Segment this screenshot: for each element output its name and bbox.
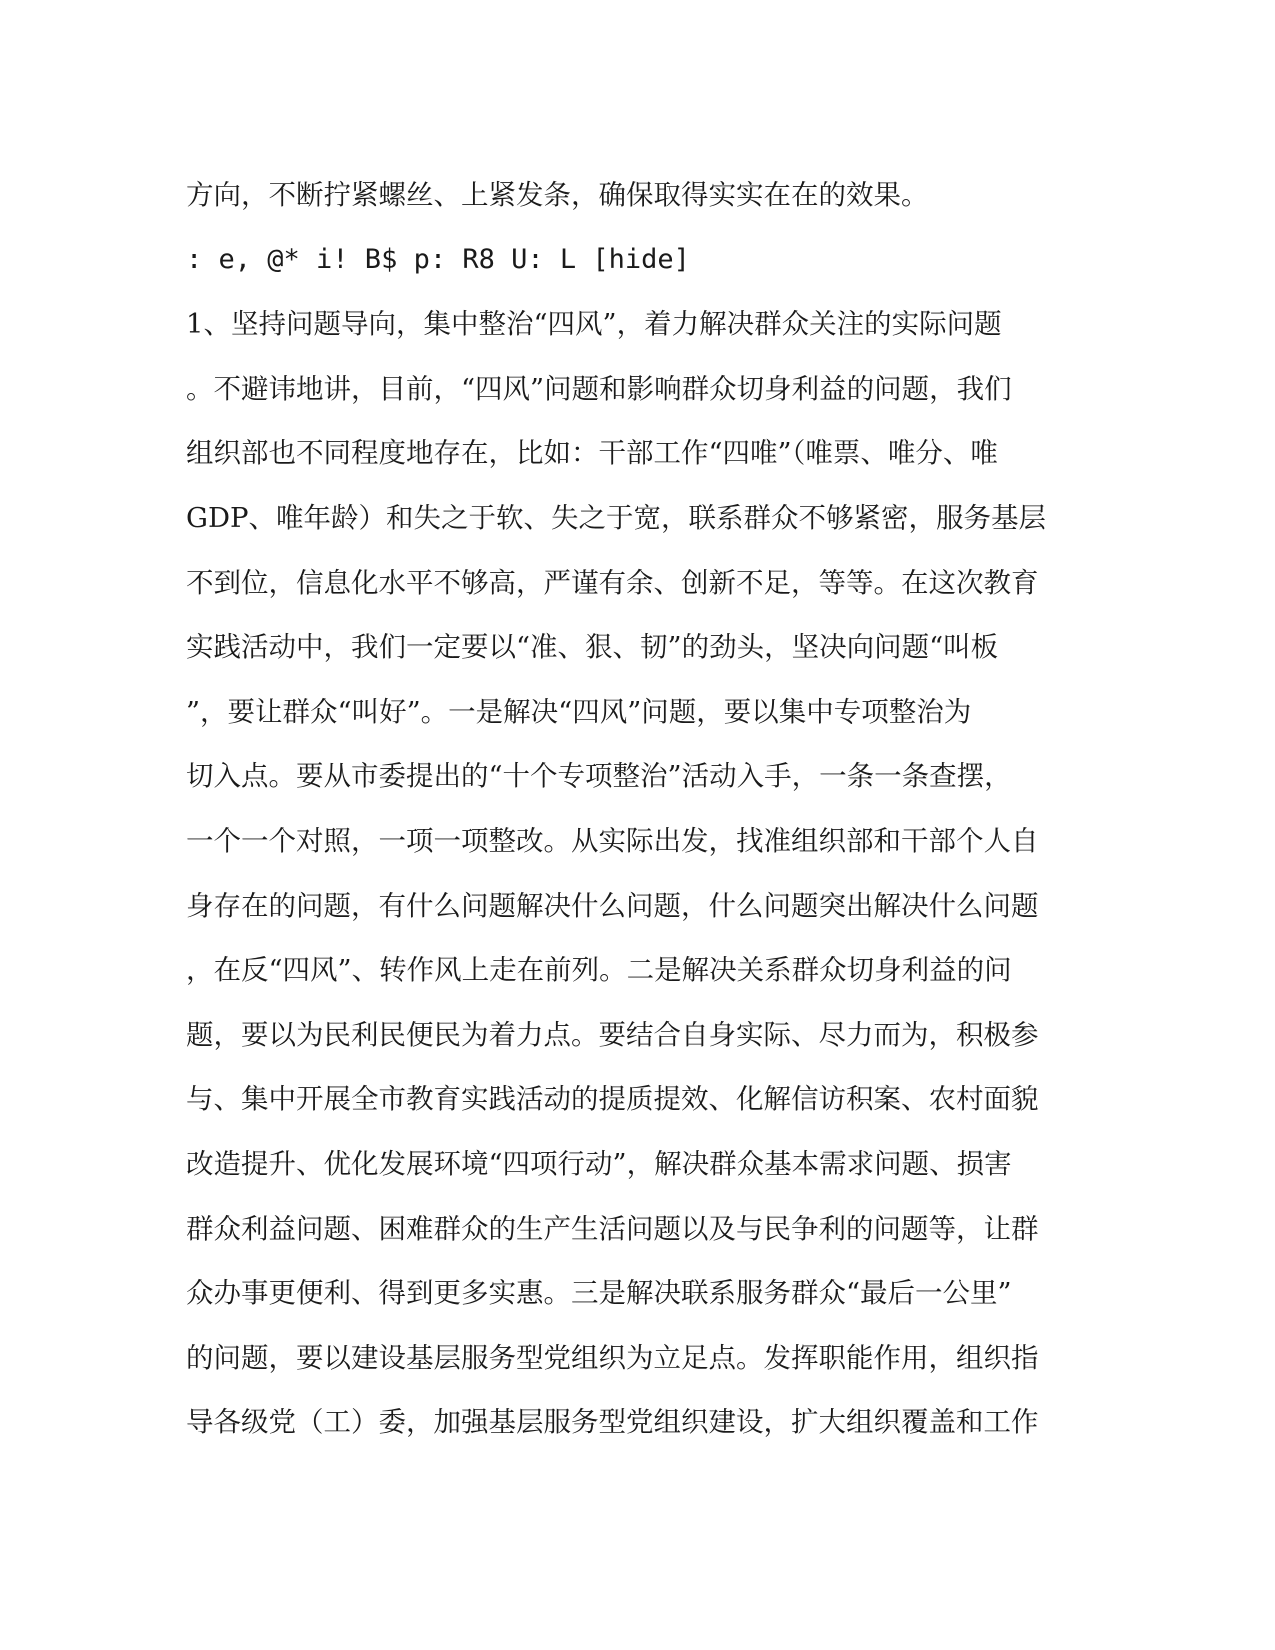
text-line: 与、集中开展全市教育实践活动的提质提效、化解信访积案、农村面貌 — [186, 1083, 1039, 1116]
text-line: 不到位，信息化水平不够高，严谨有余、创新不足，等等。在这次教育 — [186, 566, 1039, 599]
text-line: GDP、唯年龄）和失之于软、失之于宽，联系群众不够紧密，服务基层 — [186, 501, 1047, 534]
text-line: ”，要让群众“叫好”。一是解决“四风”问题，要以集中专项整治为 — [186, 695, 972, 728]
text-line: 题，要以为民利民便民为着力点。要结合自身实际、尽力而为，积极参 — [186, 1018, 1039, 1051]
text-line: 1、坚持问题导向，集中整治“四风”，着力解决群众关注的实际问题 — [186, 308, 1002, 341]
text-line: 众办事更便利、得到更多实惠。三是解决联系服务群众“最后一公里” — [186, 1277, 1012, 1310]
text-line: 组织部也不同程度地存在，比如：干部工作“四唯”（唯票、唯分、唯 — [186, 437, 998, 470]
text-line: 改造提升、优化发展环境“四项行动”，解决群众基本需求问题、损害 — [186, 1147, 1012, 1180]
text-line: : e, @* i! B$ p: R8 U: L [hide] — [186, 243, 690, 275]
text-line: 身存在的问题，有什么问题解决什么问题，什么问题突出解决什么问题 — [186, 889, 1039, 922]
text-line: ，在反“四风”、转作风上走在前列。二是解决关系群众切身利益的问 — [186, 954, 1012, 987]
text-line: 导各级党（工）委，加强基层服务型党组织建设，扩大组织覆盖和工作 — [186, 1406, 1039, 1439]
text-line: 群众利益问题、困难群众的生产生活问题以及与民争利的问题等，让群 — [186, 1212, 1039, 1245]
text-line: 的问题，要以建设基层服务型党组织为立足点。发挥职能作用，组织指 — [186, 1341, 1039, 1374]
text-line: 切入点。要从市委提出的“十个专项整治”活动入手，一条一条查摆， — [186, 760, 1012, 793]
text-line: 实践活动中，我们一定要以“准、狠、韧”的劲头，坚决向问题“叫板 — [186, 631, 999, 664]
document-body — [186, 163, 1096, 1455]
text-line: 一个一个对照，一项一项整改。从实际出发，找准组织部和干部个人自 — [186, 824, 1039, 857]
text-line: 方向，不断拧紧螺丝、上紧发条，确保取得实实在在的效果。 — [186, 179, 929, 211]
text-line: 。不避讳地讲，目前，“四风”问题和影响群众切身利益的问题，我们 — [186, 372, 1012, 405]
